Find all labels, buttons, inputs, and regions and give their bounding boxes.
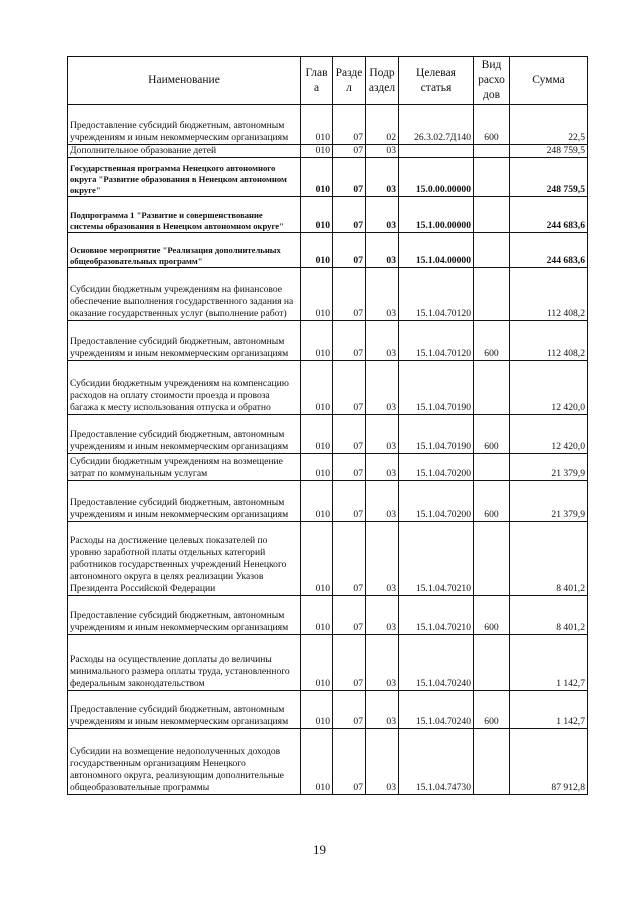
row-chapter: 010 [301,522,333,596]
row-target: 15.1.04.70200 [399,481,474,522]
table-row [68,454,588,481]
row-subsection: 03 [366,454,399,481]
table-row [68,145,588,158]
table-row [68,522,588,596]
row-expense-type [474,729,510,795]
header-section: Разде л [333,57,366,105]
row-chapter: 010 [301,729,333,795]
row-chapter: 010 [301,596,333,635]
row-amount: 1 142,7 [510,635,588,691]
row-subsection: 03 [366,522,399,596]
row-amount: 248 759,5 [510,158,588,197]
row-chapter: 010 [301,321,333,361]
row-target: 15.1.00.00000 [399,197,474,233]
row-name: Предоставление субсидий бюджетным, автономным учреждениям и иным некоммерческим организациям [68,105,301,145]
row-target: 15.1.04.70190 [399,415,474,454]
row-expense-type: 600 [474,321,510,361]
row-subsection: 03 [366,481,399,522]
row-amount: 12 420,0 [510,361,588,415]
row-target: 15.1.04.70240 [399,635,474,691]
row-expense-type [474,635,510,691]
row-expense-type: 600 [474,415,510,454]
row-section: 07 [333,321,366,361]
row-target: 15.0.00.00000 [399,158,474,197]
row-name: Предоставление субсидий бюджетным, автономным учреждениям и иным некоммерческим организациям [68,596,301,635]
row-amount: 244 683,6 [510,233,588,268]
row-amount: 248 759,5 [510,145,588,158]
row-chapter: 010 [301,197,333,233]
table-row [68,635,588,691]
row-target: 15.1.04.70200 [399,454,474,481]
row-target: 26.3.02.7Д140 [399,105,474,145]
row-chapter: 010 [301,691,333,729]
row-subsection: 03 [366,158,399,197]
row-expense-type: 600 [474,481,510,522]
row-target: 15.1.04.70120 [399,321,474,361]
row-section: 07 [333,233,366,268]
row-chapter: 010 [301,158,333,197]
table-row [68,197,588,233]
row-section: 07 [333,522,366,596]
table-header-row [68,57,588,105]
row-amount: 87 912,8 [510,729,588,795]
row-section: 07 [333,158,366,197]
row-amount: 12 420,0 [510,415,588,454]
header-subsection: Подр аздел [366,57,399,105]
row-subsection: 02 [366,105,399,145]
row-target: 15.1.04.70190 [399,361,474,415]
page-number: 19 [313,842,326,857]
row-target [399,145,474,158]
row-expense-type: 600 [474,596,510,635]
table-row [68,596,588,635]
row-amount: 1 142,7 [510,691,588,729]
row-section: 07 [333,596,366,635]
row-name: Дополнительное образование детей [68,145,301,158]
table-row [68,361,588,415]
header-name: Наименование [68,57,301,105]
row-expense-type [474,522,510,596]
row-section: 07 [333,729,366,795]
row-expense-type [474,233,510,268]
row-target: 15.1.04.70210 [399,596,474,635]
row-chapter: 010 [301,233,333,268]
row-name: Субсидии на возмещение недополученных доходов государственным организациям Ненецкого автономного округа, реализующим дополнительные общеобразовательные программы [68,729,301,795]
row-subsection: 03 [366,596,399,635]
row-name: Предоставление субсидий бюджетным, автономным учреждениям и иным некоммерческим организациям [68,481,301,522]
row-amount: 112 408,2 [510,268,588,321]
row-section: 07 [333,691,366,729]
row-name: Расходы на осуществление доплаты до величины минимального размера оплаты труда, установленного федеральным законодательством [68,635,301,691]
row-expense-type [474,197,510,233]
row-chapter: 010 [301,361,333,415]
row-amount: 21 379,9 [510,481,588,522]
row-expense-type: 600 [474,691,510,729]
row-target: 15.1.04.70210 [399,522,474,596]
row-subsection: 03 [366,197,399,233]
row-amount: 112 408,2 [510,321,588,361]
row-subsection: 03 [366,415,399,454]
row-name: Расходы на достижение целевых показателей по уровню заработной платы отдельных категорий работников государственных учреждений Ненецкого автономного округа в целях реализации Указов Президента Российской Федерации [68,522,301,596]
table-row [68,729,588,795]
row-section: 07 [333,635,366,691]
row-section: 07 [333,481,366,522]
row-expense-type [474,158,510,197]
table-row [68,233,588,268]
row-section: 07 [333,415,366,454]
row-chapter: 010 [301,481,333,522]
row-section: 07 [333,454,366,481]
row-amount: 22,5 [510,105,588,145]
row-expense-type [474,361,510,415]
row-section: 07 [333,105,366,145]
row-amount: 21 379,9 [510,454,588,481]
budget-table [67,56,588,795]
row-subsection: 03 [366,145,399,158]
table-row [68,105,588,145]
row-name: Субсидии бюджетным учреждениям на финансовое обеспечение выполнения государственного задания на оказание государственных услуг (выполнение работ) [68,268,301,321]
row-name: Субсидии бюджетным учреждениям на возмещение затрат по коммунальным услугам [68,454,301,481]
table-row [68,415,588,454]
row-subsection: 03 [366,268,399,321]
table-row [68,481,588,522]
table-row [68,691,588,729]
row-chapter: 010 [301,454,333,481]
row-subsection: 03 [366,691,399,729]
row-amount: 8 401,2 [510,596,588,635]
row-chapter: 010 [301,145,333,158]
row-section: 07 [333,197,366,233]
row-section: 07 [333,268,366,321]
row-subsection: 03 [366,635,399,691]
row-subsection: 03 [366,729,399,795]
row-name: Подпрограмма 1 "Развитие и совершенствование системы образования в Ненецком автономном округе" [68,197,301,233]
row-subsection: 03 [366,233,399,268]
header-expense-type: Вид расхо дов [474,57,510,105]
row-section: 07 [333,361,366,415]
row-target: 15.1.04.74730 [399,729,474,795]
row-name: Предоставление субсидий бюджетным, автономным учреждениям и иным некоммерческим организациям [68,321,301,361]
row-chapter: 010 [301,635,333,691]
row-section: 07 [333,145,366,158]
row-amount: 8 401,2 [510,522,588,596]
row-name: Субсидии бюджетным учреждениям на компенсацию расходов на оплату стоимости проезда и провоза багажа к месту использования отпуска и обратно [68,361,301,415]
row-target: 15.1.04.70120 [399,268,474,321]
row-target: 15.1.04.00000 [399,233,474,268]
row-name: Государственная программа Ненецкого автономного округа "Развитие образования в Ненецком автономном округе" [68,158,301,197]
table-row [68,268,588,321]
row-expense-type [474,454,510,481]
row-expense-type [474,268,510,321]
row-name: Предоставление субсидий бюджетным, автономным учреждениям и иным некоммерческим организациям [68,691,301,729]
header-amount: Сумма [510,57,588,105]
row-target: 15.1.04.70240 [399,691,474,729]
row-amount: 244 683,6 [510,197,588,233]
header-target: Целевая статья [399,57,474,105]
header-chapter: Глав а [301,57,333,105]
row-expense-type [474,145,510,158]
row-expense-type: 600 [474,105,510,145]
row-subsection: 03 [366,321,399,361]
row-name: Основное мероприятие "Реализация дополнительных общеобразовательных программ" [68,233,301,268]
row-chapter: 010 [301,415,333,454]
row-chapter: 010 [301,268,333,321]
table-row [68,321,588,361]
row-chapter: 010 [301,105,333,145]
row-subsection: 03 [366,361,399,415]
table-row [68,158,588,197]
row-name: Предоставление субсидий бюджетным, автономным учреждениям и иным некоммерческим организациям [68,415,301,454]
